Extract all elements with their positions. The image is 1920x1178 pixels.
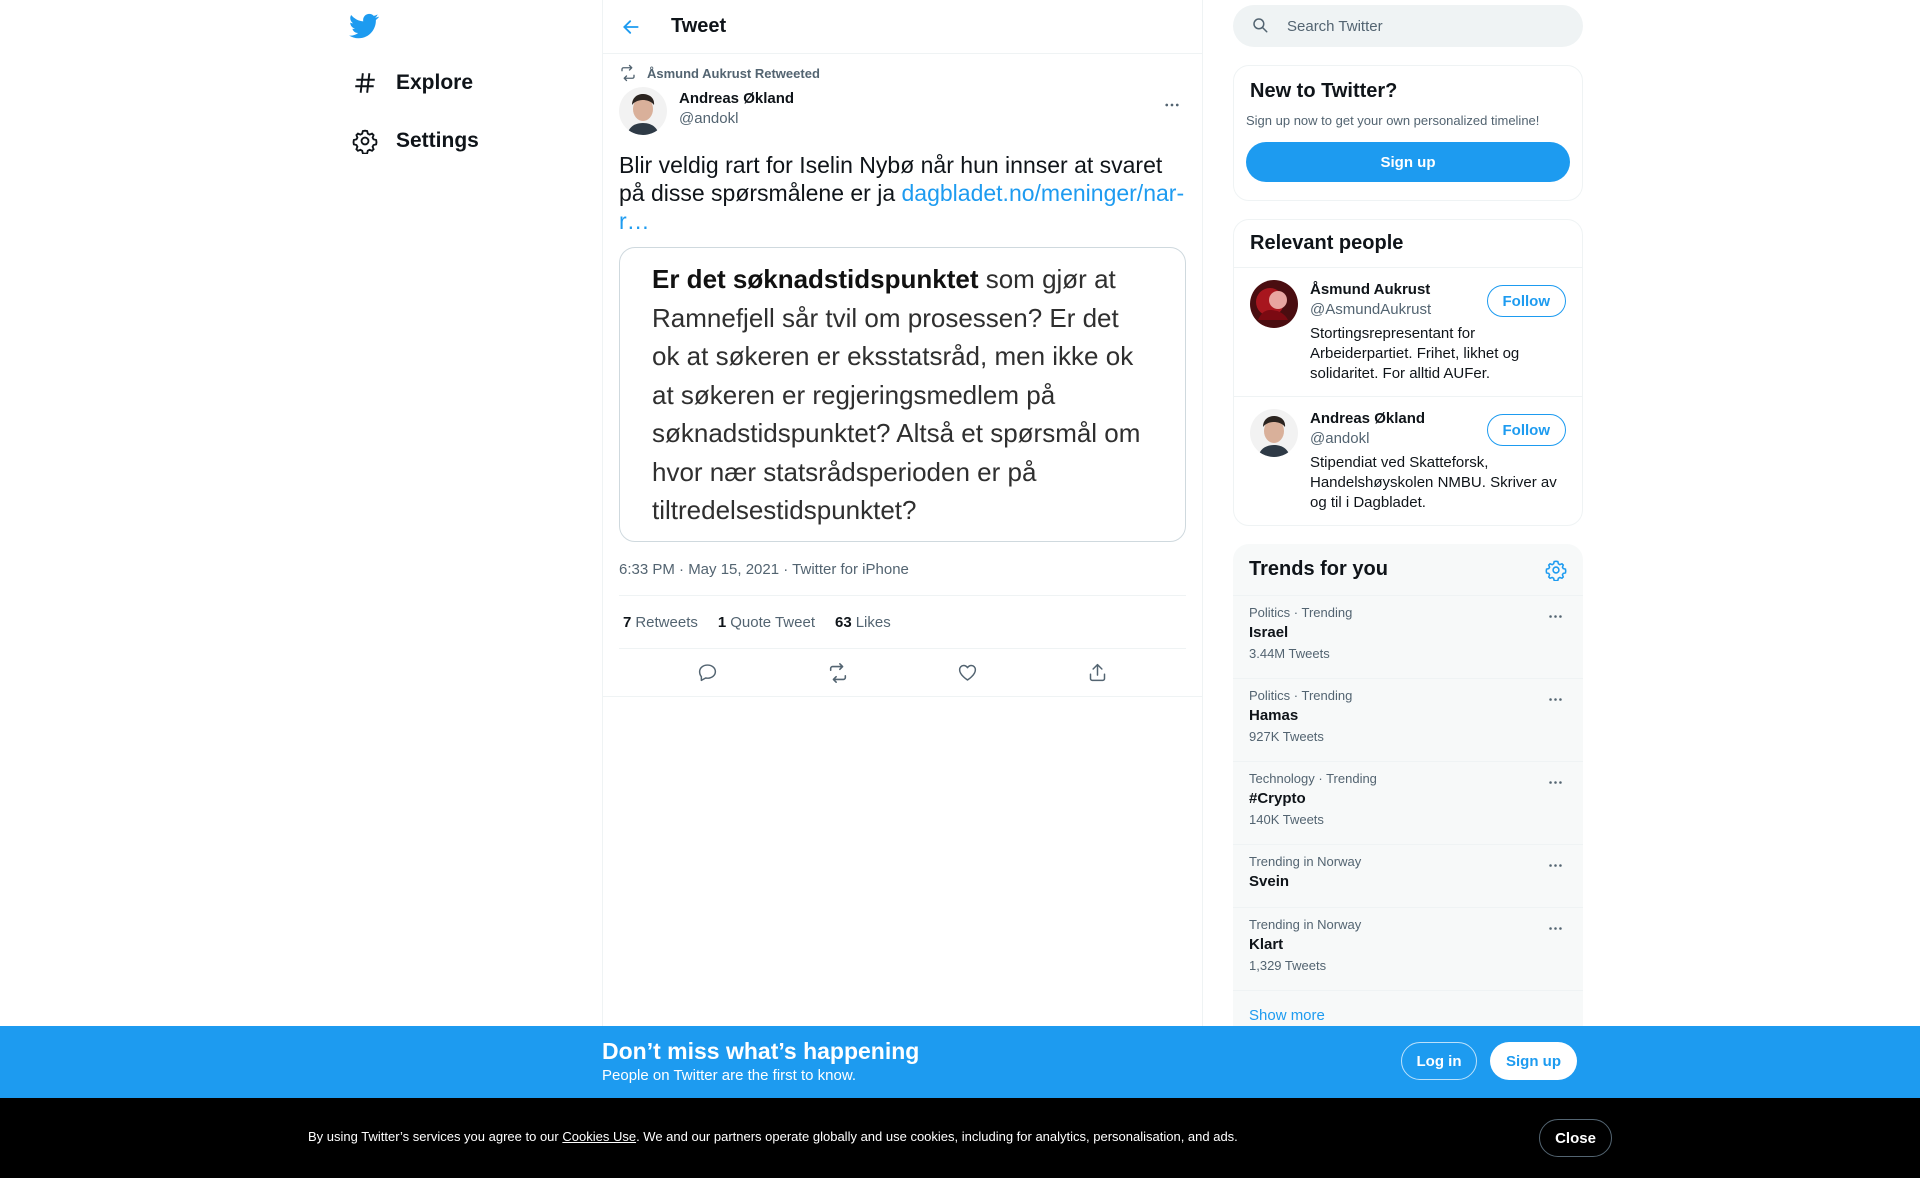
trend-item[interactable] xyxy=(1233,596,1583,679)
gear-icon xyxy=(349,125,381,157)
more-options-button[interactable] xyxy=(1160,93,1184,117)
nav-settings-label: Settings xyxy=(396,129,479,152)
tweet-link[interactable]: dagbladet.no/meninger/nar-r… xyxy=(619,180,1185,234)
retweet-button[interactable] xyxy=(820,655,856,691)
arrow-left-icon xyxy=(621,17,641,37)
main-column xyxy=(602,0,1203,1178)
tweet-stats xyxy=(619,596,1186,649)
trend-name: Israel xyxy=(1249,624,1289,641)
search-input[interactable] xyxy=(1287,18,1547,35)
hashtag-icon xyxy=(349,67,381,99)
tweet-text xyxy=(619,151,1186,235)
more-dots-icon[interactable] xyxy=(1543,770,1567,794)
tweet-image-text xyxy=(652,260,1153,530)
share-button[interactable] xyxy=(1079,655,1115,691)
author-names xyxy=(679,89,794,129)
trends-title: Trends for you xyxy=(1249,558,1388,580)
trend-item[interactable] xyxy=(1233,679,1583,762)
back-button[interactable] xyxy=(613,9,649,45)
trend-name: Hamas xyxy=(1249,707,1299,724)
relevant-people-card xyxy=(1233,219,1583,526)
tweet-image[interactable] xyxy=(619,247,1186,542)
trend-count: 927K Tweets xyxy=(1249,729,1324,744)
cookie-suffix: . We and our partners operate globally and use cookies, including for analytics, personalisation, and ads. xyxy=(636,1129,1238,1144)
follow-button[interactable]: Follow xyxy=(1487,414,1567,446)
trends-card xyxy=(1233,544,1583,1051)
trend-name: #Crypto xyxy=(1249,790,1306,807)
more-dots-icon[interactable] xyxy=(1543,604,1567,628)
retweeted-by[interactable] xyxy=(619,62,1186,84)
more-dots-icon[interactable] xyxy=(1543,916,1567,940)
more-dots-icon xyxy=(1163,96,1181,114)
tweet-image-text-bold: Er det søknadstidspunktet xyxy=(652,264,979,294)
reply-button[interactable] xyxy=(690,655,726,691)
nav-settings[interactable] xyxy=(343,116,479,166)
tweet-image-text-rest: som gjør at Ramnefjell sår tvil om prosessen? Er det ok at søkeren er eksstatsråd, men ikke ok at søkeren er regjeringsmedlem på søknadstidspunktet? Altså et spørsmål om hvor nær statsrådsperioden er på tiltredelsestidspunktet? xyxy=(652,264,1141,525)
tweet-actions xyxy=(603,649,1202,697)
trend-name: Klart xyxy=(1249,936,1284,953)
trend-category: Politics · Trending xyxy=(1249,688,1353,703)
trend-count: 140K Tweets xyxy=(1249,812,1324,827)
share-icon xyxy=(1087,662,1108,683)
trend-category: Trending in Norway xyxy=(1249,917,1362,932)
person-name[interactable]: Åsmund Aukrust xyxy=(1310,281,1431,298)
person-item[interactable] xyxy=(1234,397,1582,525)
tweet-source[interactable]: Twitter for iPhone xyxy=(792,561,909,578)
nav-explore-label: Explore xyxy=(396,71,474,94)
reply-icon xyxy=(697,662,718,683)
trend-name: Svein xyxy=(1249,873,1290,890)
like-button[interactable] xyxy=(949,655,985,691)
trend-item[interactable] xyxy=(1233,845,1583,908)
signup-banner xyxy=(0,1026,1920,1098)
quotes-label: Quote Tweet xyxy=(730,613,815,631)
trend-item[interactable] xyxy=(1233,762,1583,845)
retweet-icon xyxy=(619,64,637,82)
show-more-link[interactable]: Show more xyxy=(1249,1007,1325,1024)
tweet xyxy=(603,62,1202,697)
gear-icon[interactable] xyxy=(1545,559,1567,581)
close-button[interactable]: Close xyxy=(1539,1119,1612,1157)
main-header xyxy=(603,0,1202,54)
twitter-logo-icon[interactable] xyxy=(349,11,379,41)
search-bar[interactable] xyxy=(1233,5,1583,47)
banner-title: Don’t miss what’s happening xyxy=(602,1038,920,1064)
cookie-banner xyxy=(0,1098,1920,1178)
heart-icon xyxy=(957,662,978,683)
log-in-button[interactable]: Log in xyxy=(1401,1042,1477,1080)
page-title: Tweet xyxy=(671,15,727,37)
cookie-prefix: By using Twitter’s services you agree to our xyxy=(308,1129,563,1144)
trend-count: 1,329 Tweets xyxy=(1249,958,1327,973)
trends-header xyxy=(1233,544,1583,596)
banner-sign-up-button[interactable]: Sign up xyxy=(1490,1042,1577,1080)
quotes-count: 1 xyxy=(717,613,727,631)
sign-up-button[interactable]: Sign up xyxy=(1246,142,1570,182)
likes-stat[interactable] xyxy=(835,614,891,631)
tweet-timestamp[interactable]: 6:33 PM · May 15, 2021 xyxy=(619,561,780,578)
trend-item[interactable] xyxy=(1233,908,1583,991)
author-name[interactable]: Andreas Økland xyxy=(679,90,795,107)
person-bio: Stortingsrepresentant for Arbeiderpartiet. Frihet, likhet og solidaritet. For alltid AUFer. xyxy=(1310,325,1520,382)
new-to-twitter-subtitle: Sign up now to get your own personalized timeline! xyxy=(1246,113,1540,128)
person-item[interactable] xyxy=(1234,268,1582,397)
person-name[interactable]: Andreas Økland xyxy=(1310,410,1426,427)
search-icon xyxy=(1251,16,1271,36)
tweet-meta xyxy=(619,560,1186,596)
person-handle[interactable]: @AsmundAukrust xyxy=(1310,301,1432,318)
banner-subtitle: People on Twitter are the first to know. xyxy=(602,1067,857,1084)
new-to-twitter-card xyxy=(1233,65,1583,201)
tweet-text-body: Blir veldig rart for Iselin Nybø når hun innser at svaret på disse spørsmålene er ja xyxy=(619,152,1163,206)
right-column xyxy=(1233,0,1583,1051)
new-to-twitter-title: New to Twitter? xyxy=(1250,80,1398,102)
likes-label: Likes xyxy=(855,613,891,631)
retweeted-by-label: Åsmund Aukrust Retweeted xyxy=(647,65,820,81)
avatar[interactable] xyxy=(1250,409,1298,457)
more-dots-icon[interactable] xyxy=(1543,853,1567,877)
author-handle[interactable]: @andokl xyxy=(679,110,739,127)
tweet-author xyxy=(619,87,1186,143)
trend-category: Politics · Trending xyxy=(1249,605,1353,620)
trend-category: Technology · Trending xyxy=(1249,771,1377,786)
trend-count: 3.44M Tweets xyxy=(1249,646,1330,661)
avatar[interactable] xyxy=(619,87,667,135)
likes-count: 63 xyxy=(835,613,852,631)
retweets-count: 7 xyxy=(623,613,632,631)
cookies-use-link[interactable]: Cookies Use xyxy=(562,1129,637,1144)
more-dots-icon[interactable] xyxy=(1543,687,1567,711)
follow-button[interactable]: Follow xyxy=(1487,285,1567,317)
relevant-people-title: Relevant people xyxy=(1250,232,1404,254)
avatar[interactable] xyxy=(1250,280,1298,328)
nav-explore[interactable] xyxy=(343,58,473,108)
trend-category: Trending in Norway xyxy=(1249,854,1362,869)
retweets-stat[interactable] xyxy=(623,614,698,631)
retweet-icon xyxy=(827,662,849,684)
person-bio: Stipendiat ved Skatteforsk, Handelshøyskolen NMBU. Skriver av og til i Dagbladet. xyxy=(1310,454,1557,511)
meta-separator: · xyxy=(779,561,793,578)
person-handle[interactable]: @andokl xyxy=(1310,430,1370,447)
cookie-text xyxy=(308,1129,1238,1144)
retweets-label: Retweets xyxy=(635,613,698,631)
quotes-stat[interactable] xyxy=(718,614,815,631)
relevant-people-header xyxy=(1234,220,1582,268)
